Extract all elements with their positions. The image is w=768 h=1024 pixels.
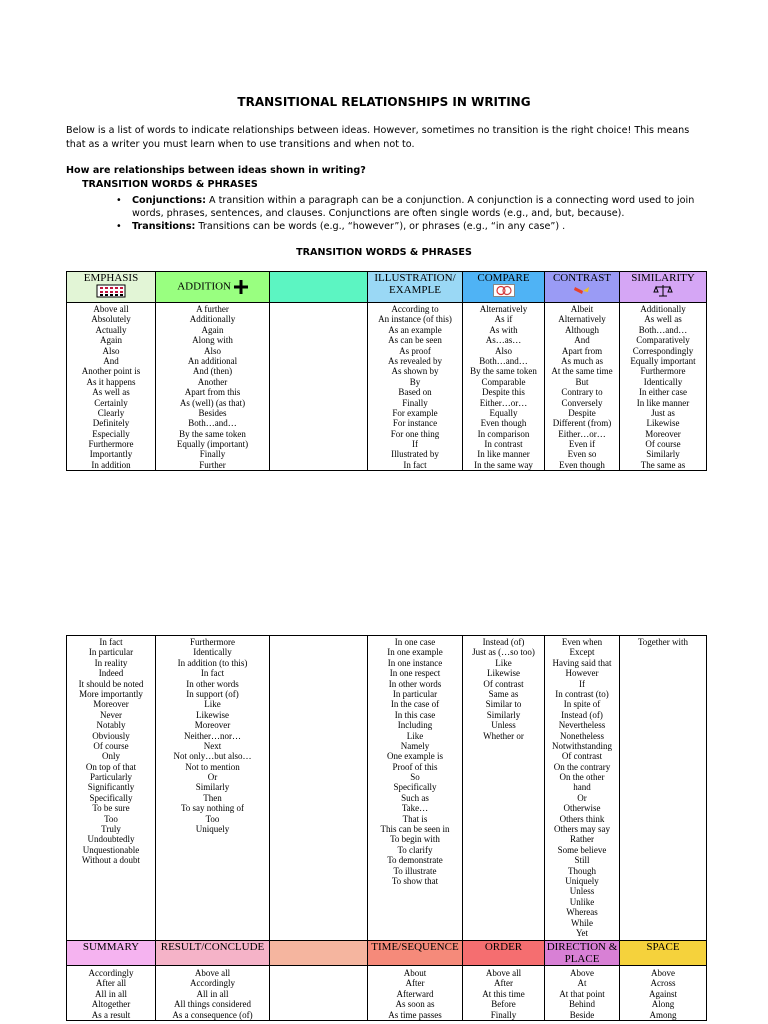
- list-item: This can be seen in: [380, 824, 450, 835]
- list-item: Some believe: [557, 844, 607, 855]
- list-item: Albeit: [570, 304, 594, 314]
- list-item: Absolutely: [91, 314, 131, 325]
- bullet-item: [114, 220, 714, 233]
- list-item: The same as: [640, 459, 686, 470]
- list-item: Among: [649, 1009, 677, 1020]
- list-item: Different (from): [552, 418, 612, 429]
- list-item: As an example: [388, 324, 442, 335]
- list-item: Moreover: [194, 720, 231, 731]
- list-item: Indeed: [98, 668, 124, 679]
- list-item: In either case: [639, 387, 687, 398]
- column-result: [156, 966, 270, 1021]
- list-item: Similarly: [486, 709, 521, 720]
- list-item: As soon as: [395, 999, 435, 1010]
- list-item: Comparable: [481, 376, 526, 387]
- list-item: At that point: [559, 988, 605, 999]
- list-item: Of course: [93, 740, 129, 751]
- column-emphasis: [67, 636, 156, 941]
- header-addition: [156, 272, 270, 303]
- transition-table-bottom: [66, 635, 707, 1021]
- column-illustration: [368, 303, 463, 471]
- list-item: As it happens: [86, 376, 136, 387]
- list-item: Too: [104, 813, 118, 824]
- list-item: In other words: [186, 678, 239, 689]
- list-item: In one instance: [387, 657, 443, 668]
- list-item: Equally (important): [176, 439, 249, 450]
- list-item: Like: [406, 730, 424, 741]
- list-item: Behind: [569, 999, 595, 1010]
- list-item: In particular: [392, 688, 438, 699]
- list-item: Others may say: [554, 824, 610, 835]
- list-item: One example is: [387, 751, 443, 762]
- list-item: To begin with: [390, 834, 440, 845]
- list-item: Notwithstanding: [552, 740, 612, 751]
- list-item: In addition: [91, 459, 131, 470]
- column-addition: [156, 303, 270, 471]
- list-item: In contrast: [484, 439, 523, 450]
- list-item: Instead (of): [561, 709, 603, 720]
- header-emphasis: [67, 272, 156, 303]
- list-item: Especially: [92, 428, 130, 439]
- list-item: However: [565, 668, 599, 679]
- header-blank: [270, 941, 368, 966]
- list-item: Truly: [101, 824, 121, 835]
- list-item: Similar to: [485, 699, 522, 710]
- list-item: Along: [651, 999, 675, 1010]
- list-item: Before: [491, 999, 516, 1010]
- list-item: Furthermore: [190, 637, 235, 647]
- list-item: Whereas: [566, 907, 598, 918]
- list-item: Identically: [643, 376, 683, 387]
- list-item: Unlike: [569, 896, 595, 907]
- list-item: Although: [564, 324, 599, 335]
- column-blank: [270, 636, 368, 941]
- header-label: SPACE: [646, 941, 680, 953]
- list-item: Specifically: [89, 792, 133, 803]
- column-blank: [270, 303, 368, 471]
- list-item: Uniquely: [565, 875, 599, 886]
- list-item: In contrast (to): [555, 688, 609, 699]
- list-item: Yet: [575, 927, 589, 938]
- list-item: Particularly: [90, 772, 132, 783]
- list-item: Both…and…: [188, 418, 237, 429]
- list-item: In one respect: [389, 668, 441, 679]
- question-heading: How are relationships between ideas shown in writing?: [66, 165, 366, 176]
- list-item: Equally important: [630, 355, 696, 366]
- list-item: An instance (of this): [378, 314, 452, 325]
- list-item: By the same token: [179, 428, 246, 439]
- list-item: Undoubtedly: [87, 834, 135, 845]
- list-item: About: [403, 968, 427, 978]
- list-item: Unless: [491, 720, 516, 731]
- calendar-icon: [96, 284, 126, 298]
- column-direction-place: [545, 966, 620, 1021]
- list-item: Further: [199, 459, 226, 470]
- list-item: Either…or…: [558, 428, 606, 439]
- list-item: Either…or…: [479, 397, 528, 408]
- list-item: Apart from: [561, 345, 603, 356]
- column-contrast: [545, 636, 620, 941]
- list-item: Even though: [480, 418, 527, 429]
- list-item: As if: [494, 314, 513, 325]
- list-item: Based on: [398, 387, 432, 398]
- list-item: Above all: [485, 968, 522, 978]
- list-item: Same as: [488, 688, 519, 699]
- list-item: In one example: [387, 647, 443, 658]
- list-item: On the contrary: [553, 761, 611, 772]
- list-item: Identically: [193, 647, 232, 658]
- list-item: Illustrated by: [391, 449, 439, 460]
- list-item: If: [412, 439, 418, 450]
- list-item: Similarly: [195, 782, 230, 793]
- header-time-sequence: [368, 941, 463, 966]
- list-item: In fact: [99, 637, 123, 647]
- list-item: So: [410, 772, 420, 783]
- list-item: Again: [201, 324, 224, 335]
- list-item: As with: [489, 324, 518, 335]
- list-item: Another: [197, 376, 228, 387]
- header-direction-place: [545, 941, 620, 966]
- pencil-icon: [573, 284, 591, 296]
- plus-icon: [234, 280, 248, 294]
- list-item: In fact: [200, 668, 225, 679]
- bullet-text: Transitions can be words (e.g., “however”), or phrases (e.g., “in any case”) .: [195, 221, 566, 232]
- transition-table-top: [66, 271, 707, 471]
- list-item: After all: [95, 978, 127, 989]
- intro-paragraph: Below is a list of words to indicate relationships between ideas. However, sometimes no transition is the right choice! This means that as a writer you must learn when to use transitions and when not to.: [66, 125, 690, 150]
- column-illustration: [368, 636, 463, 941]
- list-item: Besides: [198, 407, 227, 418]
- list-item: Likewise: [196, 709, 229, 720]
- list-item: Such as: [401, 792, 429, 803]
- list-item: Without a doubt: [81, 855, 141, 866]
- list-item: Not to mention: [185, 761, 240, 772]
- list-item: Next: [203, 740, 222, 751]
- list-item: Furthermore: [88, 439, 134, 450]
- list-item: In other words: [388, 678, 442, 689]
- list-item: At this time: [482, 988, 525, 999]
- list-item: On the other: [559, 772, 605, 783]
- table-caption: TRANSITION WORDS & PHRASES: [296, 247, 472, 258]
- list-item: More importantly: [79, 688, 143, 699]
- list-item: Like: [495, 657, 512, 668]
- list-item: Actually: [95, 324, 127, 335]
- list-item: Except: [569, 647, 595, 658]
- list-item: Of contrast: [561, 751, 603, 762]
- circles-icon: [493, 284, 515, 297]
- list-item: Then: [203, 792, 222, 803]
- list-item: If: [579, 678, 585, 689]
- list-item: As shown by: [391, 366, 439, 377]
- list-item: Above all: [194, 968, 231, 978]
- list-item: In addition (to this): [177, 657, 248, 668]
- list-item: Importantly: [89, 449, 133, 460]
- list-item: On top of that: [85, 761, 137, 772]
- header-label: TIME/SEQUENCE: [371, 941, 459, 953]
- list-item: And: [103, 355, 119, 366]
- list-item: For instance: [392, 418, 438, 429]
- header-blank: [270, 272, 368, 303]
- list-item: In one case: [394, 637, 436, 647]
- list-item: By the same token: [470, 366, 537, 377]
- list-item: Not only…but also…: [173, 751, 252, 762]
- list-item: To say nothing of: [180, 803, 245, 814]
- list-item: Additionally: [640, 304, 686, 314]
- list-item: Together with: [637, 637, 689, 647]
- header-similarity: [620, 272, 707, 303]
- list-item: Beside: [569, 1009, 595, 1020]
- list-item: Take…: [401, 803, 429, 814]
- list-item: Conversely: [561, 397, 603, 408]
- column-contrast: [545, 303, 620, 471]
- column-compare: [463, 636, 545, 941]
- list-item: Certainly: [94, 397, 128, 408]
- list-item: According to: [391, 304, 439, 314]
- header-label: SUMMARY: [82, 941, 140, 953]
- list-item: In particular: [88, 647, 134, 658]
- list-item: To show that: [391, 875, 439, 886]
- list-item: Even though: [559, 459, 605, 470]
- list-item: Equally: [489, 407, 518, 418]
- list-item: Contrary to: [561, 387, 603, 398]
- column-emphasis: [67, 303, 156, 471]
- list-item: Despite: [568, 407, 596, 418]
- list-item: Altogether: [91, 999, 131, 1010]
- list-item: In support (of): [186, 688, 239, 699]
- header-contrast: [545, 272, 620, 303]
- list-item: Just as: [651, 407, 675, 418]
- column-blank: [270, 966, 368, 1021]
- header-compare: [463, 272, 545, 303]
- list-item: Both…and…: [638, 324, 688, 335]
- list-item: As a result: [91, 1009, 131, 1020]
- list-item: Though: [568, 865, 596, 876]
- list-item: Despite this: [482, 387, 525, 398]
- list-item: As well as: [644, 314, 682, 325]
- list-item: At the same time: [551, 366, 613, 377]
- column-time-sequence: [368, 966, 463, 1021]
- list-item: As revealed by: [388, 355, 442, 366]
- list-item: But: [575, 376, 589, 387]
- list-item: Afterward: [396, 988, 434, 999]
- header-space: [620, 941, 707, 966]
- list-item: Of course: [645, 439, 681, 450]
- list-item: Similarly: [646, 449, 680, 460]
- list-item: While: [571, 917, 593, 928]
- list-item: Even if: [568, 439, 596, 450]
- column-space: [620, 966, 707, 1021]
- header-label: RESULT/CONCLUDE: [160, 941, 265, 953]
- list-item: Of contrast: [483, 678, 524, 689]
- bullet-list: [114, 194, 714, 233]
- list-item: In this case: [394, 709, 436, 720]
- page-title: TRANSITIONAL RELATIONSHIPS IN WRITING: [237, 95, 531, 109]
- list-item: Like: [204, 699, 221, 710]
- list-item: Likewise: [487, 668, 520, 679]
- list-item: Across: [650, 978, 676, 989]
- list-item: In the case of: [390, 699, 440, 710]
- list-item: Notably: [96, 720, 126, 731]
- list-item: In spite of: [563, 699, 601, 710]
- scale-icon: [653, 284, 673, 297]
- list-item: Having said that: [552, 657, 612, 668]
- list-item: A further: [196, 304, 229, 314]
- header-summary: [67, 941, 156, 966]
- list-item: hand: [573, 782, 591, 793]
- list-item: Nonetheless: [560, 730, 604, 741]
- list-item: Or: [207, 772, 218, 783]
- header-label: ORDER: [484, 941, 523, 953]
- list-item: As much as: [561, 355, 603, 366]
- list-item: In reality: [94, 657, 128, 668]
- list-item: Likewise: [646, 418, 680, 429]
- header-illustration: [368, 272, 463, 303]
- column-similarity: [620, 636, 707, 941]
- list-item: Comparatively: [636, 335, 690, 346]
- list-item: Definitely: [92, 418, 130, 429]
- column-summary: [67, 966, 156, 1021]
- list-item: Above all: [93, 304, 129, 314]
- list-item: Moreover: [93, 699, 129, 710]
- list-item: Unless: [569, 886, 595, 897]
- list-item: As…as…: [485, 335, 522, 346]
- list-item: Finally: [402, 397, 428, 408]
- header-label: COMPARE: [477, 272, 530, 284]
- column-compare: [463, 303, 545, 471]
- list-item: Too: [205, 813, 220, 824]
- list-item: As can be seen: [388, 335, 442, 346]
- header-result: [156, 941, 270, 966]
- list-item: For one thing: [390, 428, 440, 439]
- bullet-item: [114, 194, 714, 220]
- list-item: Moreover: [645, 428, 681, 439]
- list-item: Proof of this: [392, 761, 438, 772]
- list-item: To clarify: [397, 844, 433, 855]
- list-item: Correspondingly: [632, 345, 694, 356]
- list-item: Above: [651, 968, 675, 978]
- list-item: In comparison: [477, 428, 530, 439]
- list-item: By: [409, 376, 421, 387]
- list-item: Only: [102, 751, 120, 762]
- header-label: ILLUSTRATION/ EXAMPLE: [374, 272, 456, 296]
- list-item: Both…and…: [479, 355, 528, 366]
- bullet-term: Conjunctions:: [132, 195, 206, 206]
- list-item: To illustrate: [393, 865, 437, 876]
- section-subheading: TRANSITION WORDS & PHRASES: [82, 179, 258, 190]
- list-item: As proof: [399, 345, 431, 356]
- list-item: Rather: [570, 834, 594, 845]
- list-item: Others think: [559, 813, 605, 824]
- header-order: [463, 941, 545, 966]
- list-item: Or: [577, 792, 587, 803]
- list-item: All things considered: [174, 999, 251, 1010]
- list-item: In fact: [403, 459, 427, 470]
- list-item: At: [577, 978, 587, 989]
- list-item: As a consequence (of): [172, 1009, 253, 1020]
- list-item: Apart from this: [184, 387, 241, 398]
- header-label: EMPHASIS: [83, 272, 139, 284]
- list-item: Another point is: [81, 366, 141, 377]
- list-item: To be sure: [92, 803, 130, 814]
- list-item: Neither…nor…: [184, 730, 241, 741]
- list-item: Also: [494, 345, 512, 356]
- list-item: After: [494, 978, 513, 989]
- list-item: Alternatively: [558, 314, 606, 325]
- list-item: For example: [392, 407, 438, 418]
- list-item: As well as: [92, 387, 130, 398]
- column-order: [463, 966, 545, 1021]
- list-item: Obviously: [92, 730, 130, 741]
- list-item: Finally: [199, 449, 226, 460]
- list-item: Accordingly: [190, 978, 235, 989]
- list-item: Including: [397, 720, 433, 731]
- list-item: Namely: [400, 740, 430, 751]
- list-item: Never: [100, 709, 122, 720]
- list-item: In like manner: [636, 397, 690, 408]
- list-item: Significantly: [87, 782, 135, 793]
- list-item: As (well) (as that): [179, 397, 246, 408]
- list-item: Whether or: [483, 730, 524, 741]
- list-item: As time passes: [388, 1009, 442, 1020]
- column-similarity: [620, 303, 707, 471]
- list-item: Again: [100, 335, 122, 346]
- list-item: Unquestionable: [82, 844, 140, 855]
- list-item: Uniquely: [195, 824, 230, 835]
- header-label: ADDITION: [177, 280, 231, 293]
- list-item: Just as (…so too): [472, 647, 535, 658]
- list-item: Finally: [490, 1009, 517, 1020]
- list-item: Still: [574, 855, 590, 866]
- list-item: All in all: [95, 988, 127, 999]
- list-item: That is: [402, 813, 428, 824]
- list-item: An additional: [187, 355, 238, 366]
- list-item: Specifically: [393, 782, 437, 793]
- list-item: Against: [649, 988, 677, 999]
- column-addition: [156, 636, 270, 941]
- list-item: Instead (of): [482, 637, 525, 647]
- list-item: Alternatively: [479, 304, 528, 314]
- list-item: Also: [203, 345, 221, 356]
- list-item: Additionally: [189, 314, 236, 325]
- list-item: And: [574, 335, 590, 346]
- list-item: Along with: [192, 335, 233, 346]
- list-item: It should be noted: [78, 678, 144, 689]
- list-item: After: [405, 978, 425, 989]
- header-label: SIMILARITY: [631, 272, 695, 284]
- list-item: Nevertheless: [558, 720, 606, 731]
- list-item: Also: [102, 345, 120, 356]
- list-item: To demonstrate: [387, 855, 443, 866]
- list-item: Clearly: [97, 407, 125, 418]
- list-item: Above: [570, 968, 594, 978]
- list-item: All in all: [196, 988, 229, 999]
- list-item: In like manner: [477, 449, 530, 460]
- list-item: Accordingly: [88, 968, 134, 978]
- list-item: In the same way: [474, 459, 533, 470]
- list-item: Even when: [561, 637, 603, 647]
- header-label: DIRECTION & PLACE: [546, 941, 618, 965]
- header-label: CONTRAST: [552, 272, 612, 284]
- list-item: And (then): [192, 366, 233, 377]
- list-item: Otherwise: [563, 803, 601, 814]
- list-item: Even so: [567, 449, 597, 460]
- bullet-text: A transition within a paragraph can be a conjunction. A conjunction is a connecting word used to join words, phrases, sentences, and clauses. Conjunctions are often single words (e.g., and, but, because).: [132, 195, 695, 219]
- bullet-term: Transitions:: [132, 221, 196, 232]
- list-item: Furthermore: [640, 366, 686, 377]
